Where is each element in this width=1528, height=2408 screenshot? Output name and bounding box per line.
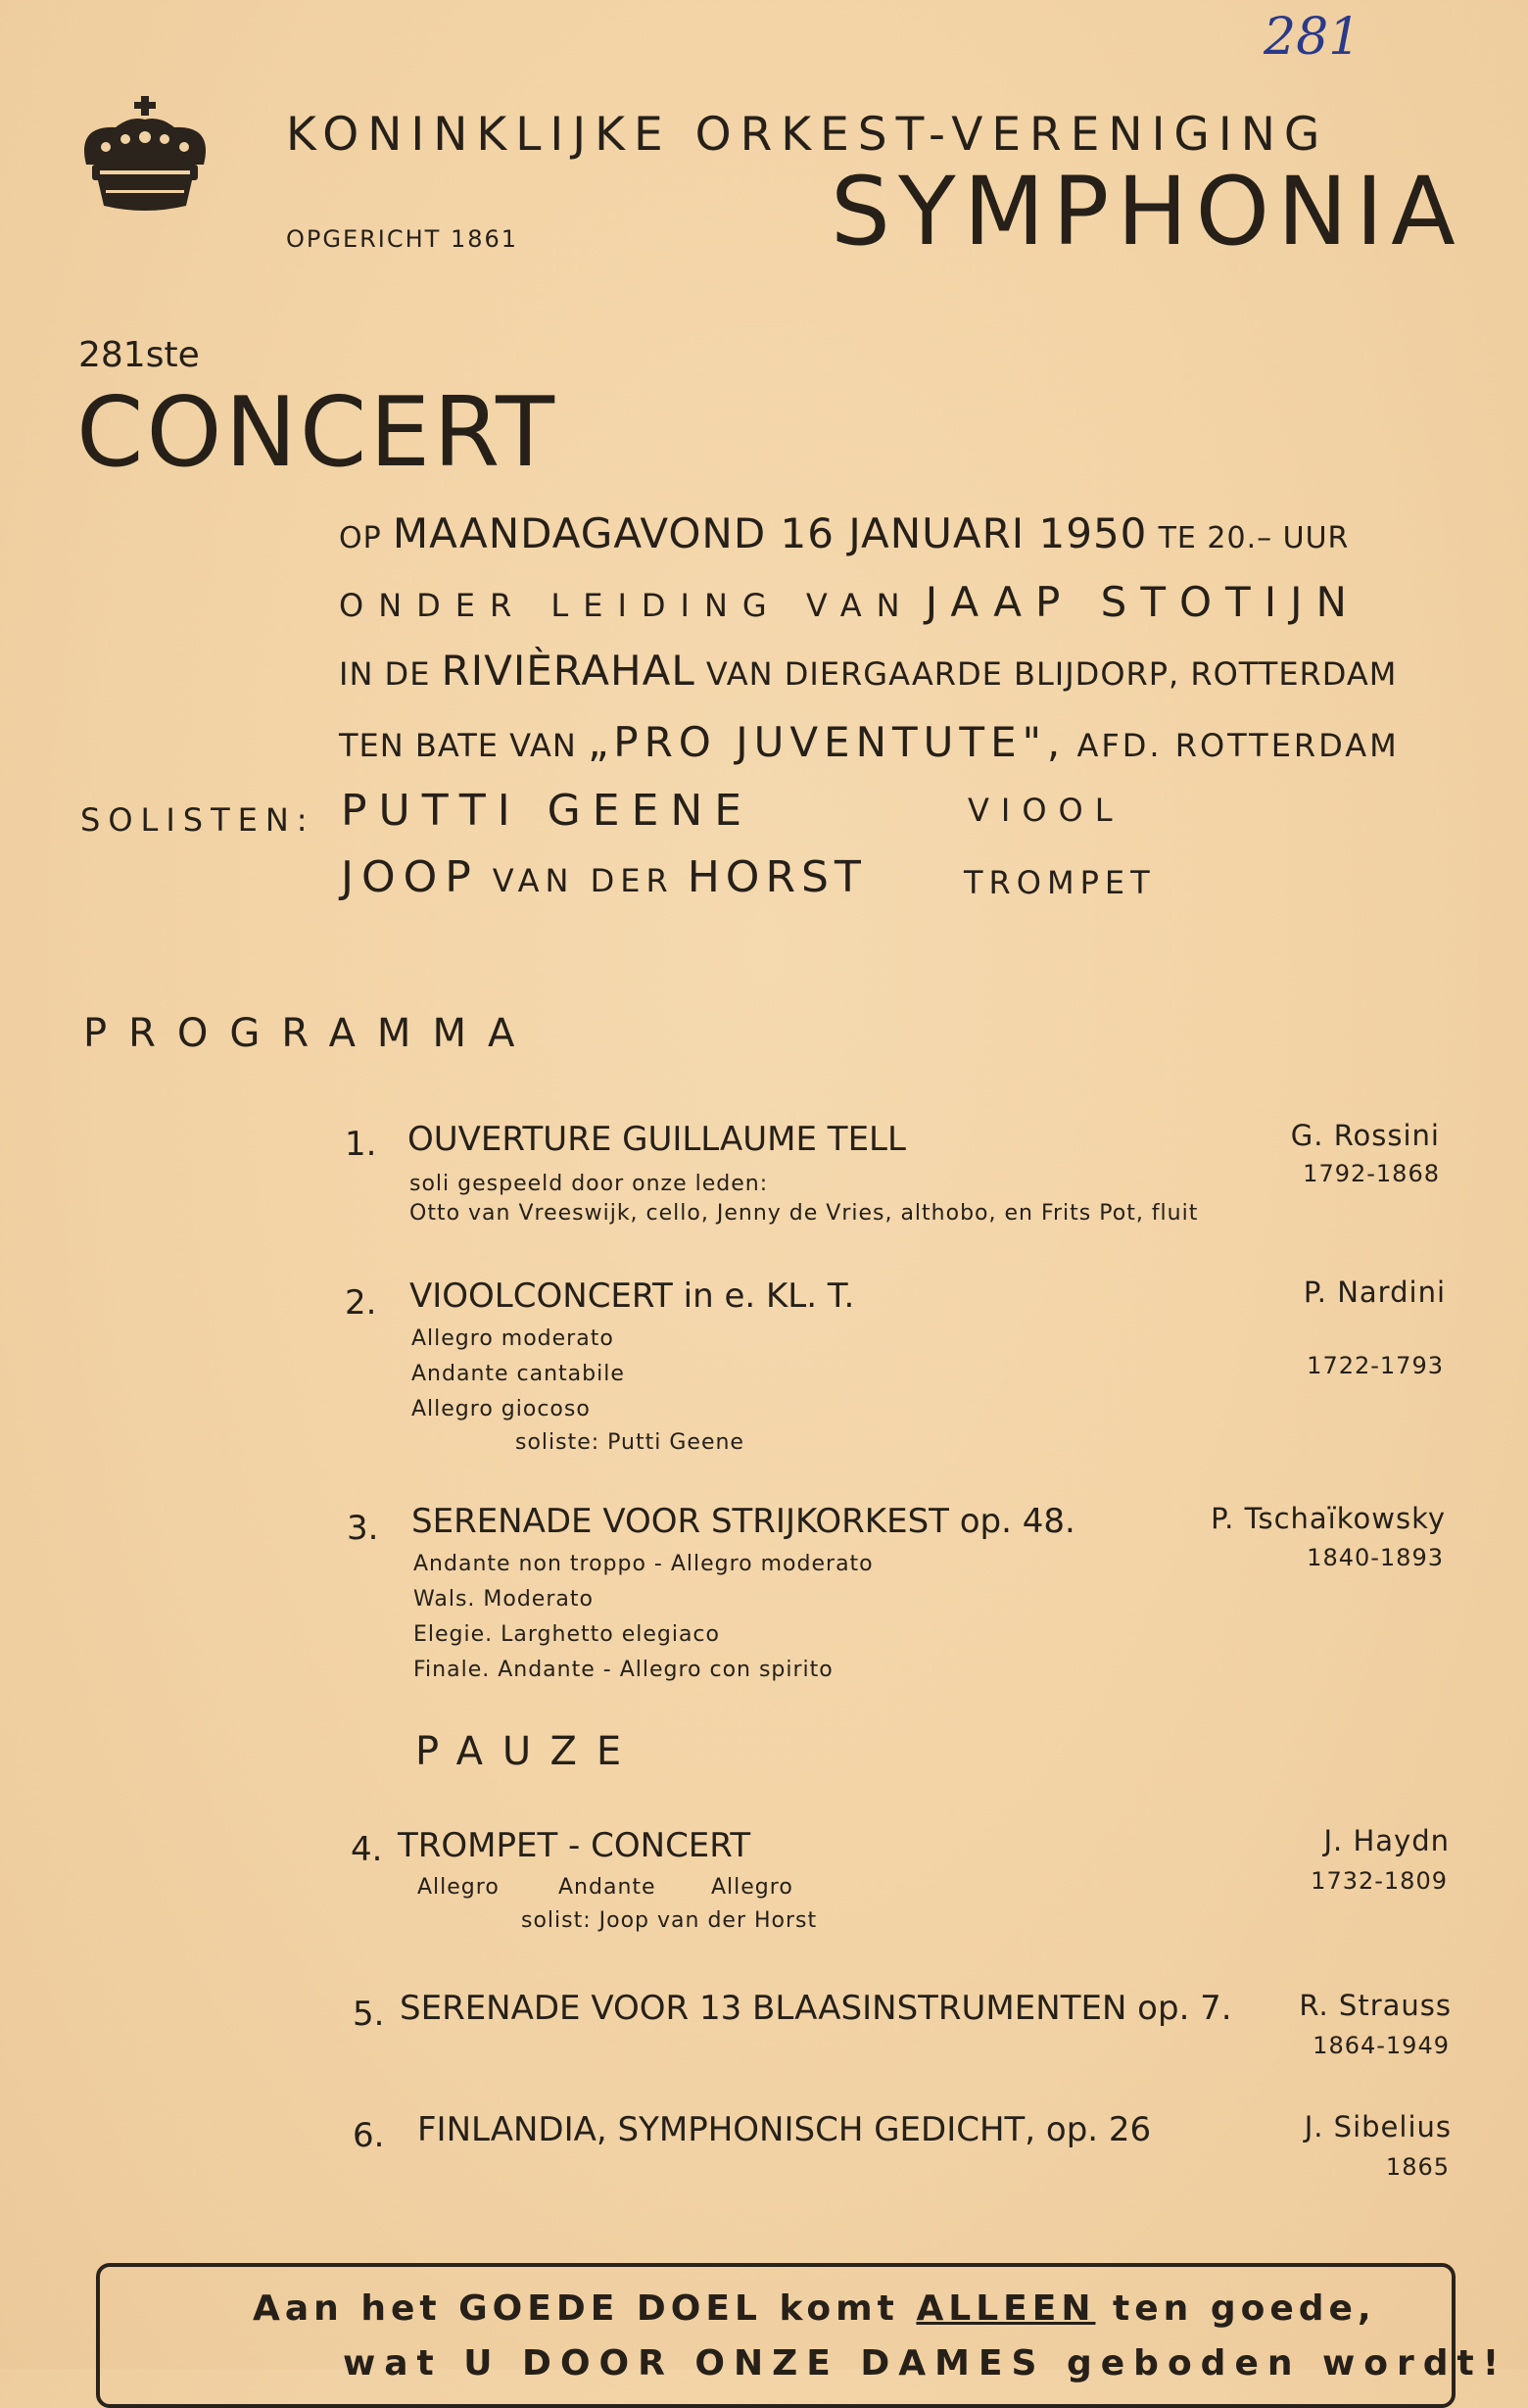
item-3-composer: P. Tschaïkowsky (1211, 1502, 1446, 1535)
notice-a: Aan het (253, 2288, 442, 2329)
concert-number: 281ste (78, 335, 200, 375)
item-3-sub-3: Elegie. Larghetto elegiaco (413, 1622, 720, 1647)
item-1-number: 1. (345, 1125, 377, 1164)
venue-prefix: IN DE (339, 655, 431, 693)
item-4-composer: J. Haydn (1323, 1824, 1450, 1857)
notice-c: komt (779, 2288, 899, 2329)
venue-location: VAN DIERGAARDE BLIJDORP, ROTTERDAM (705, 655, 1398, 693)
item-6-number: 6. (353, 2116, 385, 2155)
conductor-line (339, 578, 1361, 626)
soloist-2-last: HORST (687, 852, 867, 902)
item-2-sub-2: Andante cantabile (411, 1362, 625, 1386)
item-1-sub-1: soli gespeeld door onze leden: (409, 1172, 769, 1196)
date-prefix: OP (339, 521, 382, 555)
notice-line-1 (253, 2288, 1376, 2329)
soloist-2-line (341, 852, 867, 902)
item-2-sub-3: Allegro giocoso (411, 1397, 591, 1421)
item-1-composer: G. Rossini (1290, 1119, 1440, 1152)
item-2-sub-1: Allegro moderato (411, 1326, 614, 1351)
soloist-2-middle: VAN DER (492, 862, 674, 899)
item-5-title: SERENADE VOOR 13 BLAASINSTRUMENTEN op. 7. (400, 1989, 1232, 2028)
notice-box (96, 2263, 1456, 2408)
item-6-composer: J. Sibelius (1304, 2110, 1452, 2143)
item-4-sub-1: Allegro (417, 1875, 500, 1900)
item-5-composer: R. Strauss (1299, 1989, 1452, 2022)
item-4-number: 4. (351, 1830, 383, 1869)
crown-logo-icon (76, 96, 214, 212)
notice-b: GOEDE DOEL (458, 2288, 762, 2329)
item-1-years: 1792-1868 (1303, 1160, 1440, 1187)
item-4-years: 1732-1809 (1311, 1867, 1448, 1895)
item-4-sub-4: solist: Joop van der Horst (521, 1908, 818, 1933)
item-6-title: FINLANDIA, SYMPHONISCH GEDICHT, op. 26 (417, 2110, 1152, 2149)
item-2-years: 1722-1793 (1307, 1352, 1444, 1379)
concert-heading: CONCERT (76, 377, 558, 489)
item-5-years: 1864-1949 (1313, 2032, 1450, 2059)
item-4-sub-3: Allegro (711, 1875, 793, 1900)
venue-name: RIVIÈRAHAL (441, 647, 695, 695)
item-4-sub-2: Andante (558, 1875, 656, 1900)
pauze-heading: PAUZE (415, 1729, 642, 1774)
item-3-sub-2: Wals. Moderato (413, 1587, 594, 1612)
item-1-title: OUVERTURE GUILLAUME TELL (407, 1120, 906, 1159)
date: MAANDAGAVOND 16 JANUARI 1950 (392, 509, 1148, 557)
item-3-title: SERENADE VOOR STRIJKORKEST op. 48. (411, 1502, 1075, 1541)
item-3-sub-1: Andante non troppo - Allegro moderato (413, 1552, 874, 1576)
item-5-number: 5. (353, 1995, 385, 2034)
soloist-2-instrument: TROMPET (964, 864, 1156, 901)
society-name: KONINKLIJKE ORKEST-VERENIGING (286, 108, 1329, 162)
item-2-number: 2. (345, 1283, 377, 1323)
item-6-years: 1865 (1385, 2153, 1450, 2181)
conductor-label: ONDER LEIDING VAN (339, 587, 915, 624)
benefit-name: „PRO JUVENTUTE", (588, 718, 1067, 766)
item-4-title: TROMPET - CONCERT (398, 1826, 751, 1865)
society-title: SYMPHONIA (831, 157, 1463, 266)
item-3-years: 1840-1893 (1307, 1544, 1444, 1571)
benefit-prefix: TEN BATE VAN (339, 727, 577, 764)
notice-line-2: wat U DOOR ONZE DAMES geboden wordt! (343, 2343, 1508, 2384)
item-3-number: 3. (347, 1509, 379, 1548)
soloist-1-name: PUTTI GEENE (341, 786, 754, 836)
item-2-sub-4: soliste: Putti Geene (515, 1430, 744, 1455)
notice-e: ten goede, (1113, 2288, 1376, 2329)
date-line (339, 509, 1349, 557)
handwritten-number: 281 (1264, 8, 1361, 67)
item-1-sub-2: Otto van Vreeswijk, cello, Jenny de Vries, althobo, en Frits Pot, fluit (409, 1201, 1199, 1226)
notice-d: ALLEEN (916, 2288, 1096, 2329)
conductor-name: JAAP STOTIJN (925, 578, 1361, 626)
soloists-label: SOLISTEN: (80, 801, 315, 839)
item-2-title: VIOOLCONCERT in e. KL. T. (409, 1276, 855, 1316)
venue-line (339, 647, 1397, 695)
soloist-2-first: JOOP (341, 852, 479, 902)
founded-text: OPGERICHT 1861 (286, 225, 519, 253)
item-2-composer: P. Nardini (1303, 1276, 1446, 1309)
time: TE 20.– UUR (1158, 521, 1350, 555)
benefit-dept: AFD. ROTTERDAM (1076, 727, 1400, 764)
item-3-sub-4: Finale. Andante - Allegro con spirito (413, 1658, 834, 1682)
soloist-1-instrument: VIOOL (968, 792, 1124, 829)
programma-heading: PROGRAMMA (83, 1011, 537, 1056)
benefit-line (339, 718, 1400, 766)
